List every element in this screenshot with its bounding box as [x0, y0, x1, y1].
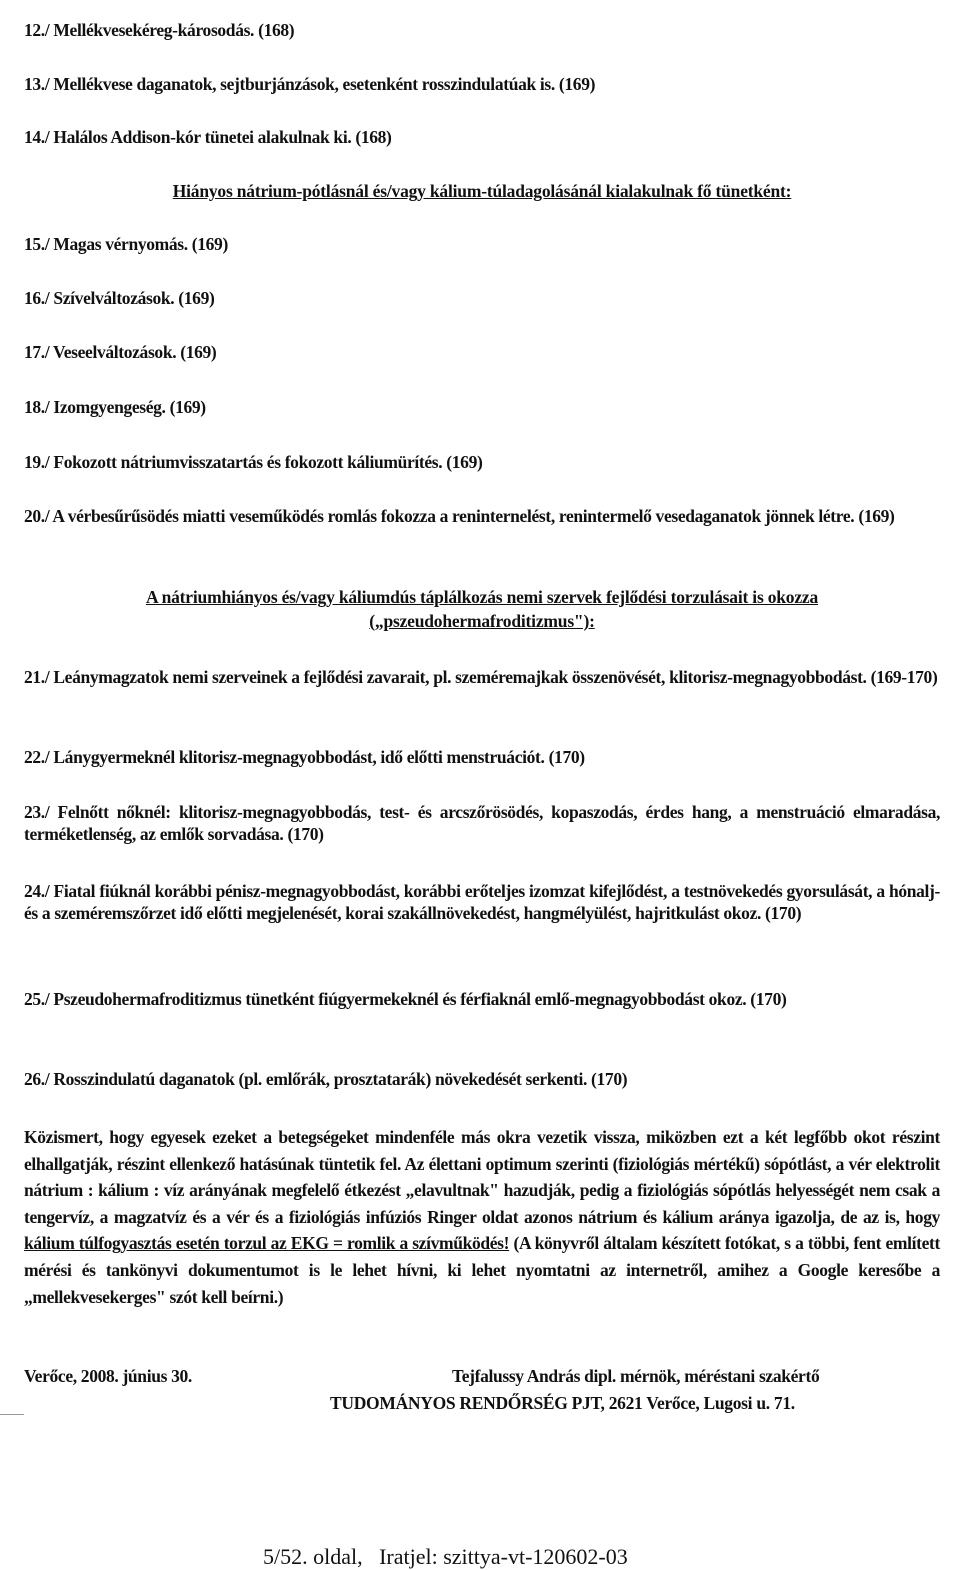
list-item-16: 16./ Szívelváltozások. (169) — [24, 288, 215, 308]
list-item-15: 15./ Magas vérnyomás. (169) — [24, 234, 228, 254]
place-date: Verőce, 2008. június 30. — [24, 1366, 192, 1386]
section-heading-sodium-deficiency: Hiányos nátrium-pótlásnál és/vagy kálium-túladagolásánál kialakulnak fő tünetként: — [172, 181, 792, 201]
list-item-22: 22./ Lánygyermeknél klitorisz-megnagyobbodást, idő előtti menstruációt. (170) — [24, 747, 585, 767]
list-item-21: 21./ Leánymagzatok nemi szerveinek a fejlődési zavarait, pl. szeméremajkak összenövését, klitorisz-megnagyobbodást. (169-170) — [24, 667, 938, 687]
list-item-17: 17./ Veseelváltozások. (169) — [24, 342, 217, 362]
list-item-14: 14./ Halálos Addison-kór tünetei alakulnak ki. (168) — [24, 127, 392, 147]
section-heading-pseudohermaphroditism: A nátriumhiányos és/vagy káliumdús táplálkozás nemi szervek fejlődési torzulásait is okozza — [145, 587, 819, 607]
list-item-24: 24./ Fiatal fiúknál korábbi pénisz-megnagyobbodást, korábbi erőteljes izomzat kifejlődést, a testnövekedés gyorsulását, a hónalj- és a szeméremszőrzet idő előtti megjelenését, korai szakállnövekedést, hangmélyülést, hajritkulást okoz. (170) — [24, 881, 940, 923]
list-item-12: 12./ Mellékvesekéreg-károsodás. (168) — [24, 20, 295, 40]
divider — [0, 1414, 24, 1415]
list-item-20: 20./ A vérbesűrűsödés miatti veseműködés romlás fokozza a reninternelést, renintermelő vesedaganatok jönnek létre. (169) — [24, 506, 895, 526]
closing-text-2: (A könyvről általam készített fotókat, s a többi, fent említett mérési és tankönyvi dokumentumot is le lehet hívni, ki lehet nyomtatni az internetről, amihez a Google keresőbe a „mellekvesekerges" szót kell beírni.) — [24, 1233, 941, 1307]
author-signature: Tejfalussy András dipl. mérnök, méréstani szakértő — [452, 1366, 820, 1386]
section-heading-pseudohermaphroditism-sub: („pszeudohermafroditizmus"): — [369, 611, 595, 631]
list-item-25: 25./ Pszeudohermafroditizmus tünetként fiúgyermekeknél és férfiaknál emlő-megnagyobbodást okoz. (170) — [24, 989, 787, 1009]
closing-text-underlined: kálium túlfogyasztás esetén torzul az EKG = romlik a szívműködés! — [24, 1233, 510, 1254]
list-item-19: 19./ Fokozott nátriumvisszatartás és fokozott káliumürítés. (169) — [24, 452, 483, 472]
list-item-23: 23./ Felnőtt nőknél: klitorisz-megnagyobbodás, test- és arcszőrösödés, kopaszodás, érdes hang, a menstruáció elmaradása, terméketlenség, az emlők sorvadása. (170) — [24, 802, 940, 844]
closing-paragraph — [24, 1124, 940, 1310]
closing-text-1: Közismert, hogy egyesek ezeket a betegségeket mindenféle más okra vezetik vissza, miközben ezt a két legfőbb okot részint elhallgatják, részint ellenkező hatásúnak tüntetik fel. Az élettani optimum szerinti (fiziológiás mértékű) sópótlást, a vér elektrolit nátrium : kálium : víz arányának megfelelő étkezést „elavultnak" hazudják, pedig a fiziológiás sópótlás helyességét nem csak a tengervíz, a magzatvíz és a vér és a fiziológiás infúziós Ringer oldat azonos nátrium és kálium aránya igazolja, de az is, hogy — [24, 1127, 940, 1227]
list-item-13: 13./ Mellékvese daganatok, sejtburjánzások, esetenként rosszindulatúak is. (169) — [24, 74, 596, 94]
list-item-18: 18./ Izomgyengeség. (169) — [24, 397, 206, 417]
organization-address: TUDOMÁNYOS RENDŐRSÉG PJT, 2621 Verőce, Lugosi u. 71. — [330, 1393, 795, 1413]
page-footer: 5/52. oldal, Iratjel: szittya-vt-120602-03 — [263, 1544, 628, 1569]
list-item-26: 26./ Rosszindulatú daganatok (pl. emlőrák, prosztatarák) növekedését serkenti. (170) — [24, 1069, 628, 1089]
